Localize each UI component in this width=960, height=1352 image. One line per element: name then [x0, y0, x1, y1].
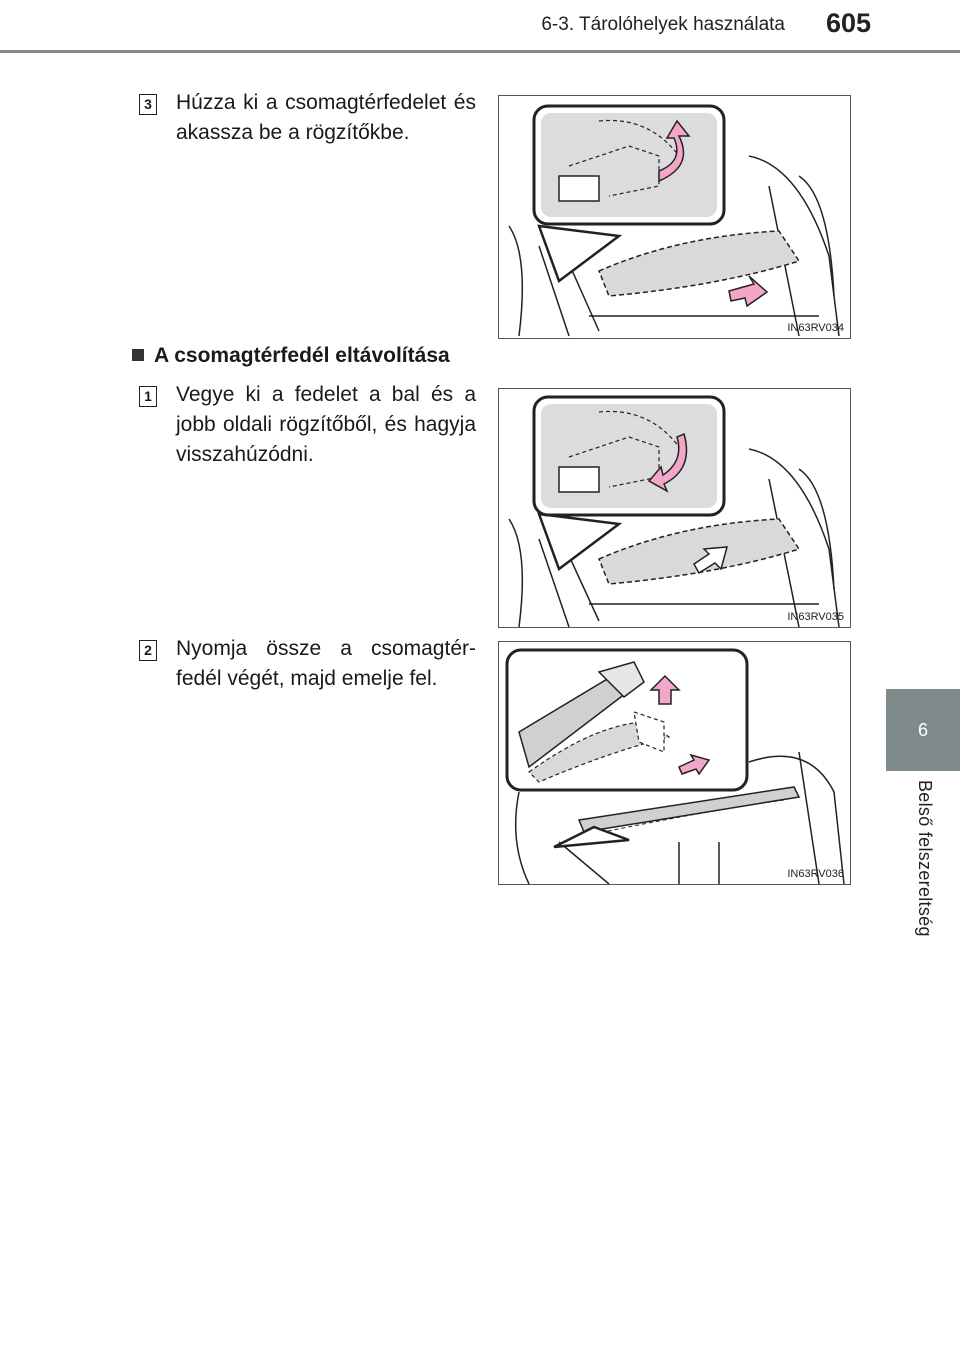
cargo-cover-release-illustration — [499, 389, 850, 627]
page-number: 605 — [826, 8, 872, 38]
square-bullet-icon — [132, 349, 144, 361]
step-number-box: 2 — [139, 640, 157, 661]
cargo-cover-lift-illustration — [499, 642, 850, 884]
illustration-figure-1 — [498, 95, 851, 339]
step-text: Nyomja össze a csomagtér-fedél végét, majd emelje fel. — [176, 637, 476, 690]
section-heading — [132, 344, 450, 368]
step-number-box: 1 — [139, 386, 157, 407]
chapter-title-vertical — [914, 780, 935, 937]
cargo-cover-pull-illustration — [499, 96, 850, 338]
step-number-box: 3 — [139, 94, 157, 115]
step-text: Húzza ki a csomagtérfedelet és akassza be a rögzítőkbe. — [176, 91, 476, 144]
step-text: Vegye ki a fedelet a bal és a jobb oldali rögzítőből, és hagyja visszahúzódni. — [176, 383, 476, 466]
figure-code: IN63RV035 — [787, 611, 844, 623]
figure-code: IN63RV034 — [787, 322, 844, 334]
illustration-figure-2 — [498, 388, 851, 628]
section-heading-text: A csomagtérfedél eltávolítása — [154, 344, 450, 367]
chapter-title: Belső felszereltség — [915, 780, 935, 937]
figure-code: IN63RV036 — [787, 868, 844, 880]
chapter-tab — [886, 689, 960, 771]
header-section-title: 6-3. Tárolóhelyek használata — [541, 14, 785, 35]
header-rule — [0, 50, 960, 53]
illustration-figure-3 — [498, 641, 851, 885]
chapter-number: 6 — [917, 719, 928, 740]
